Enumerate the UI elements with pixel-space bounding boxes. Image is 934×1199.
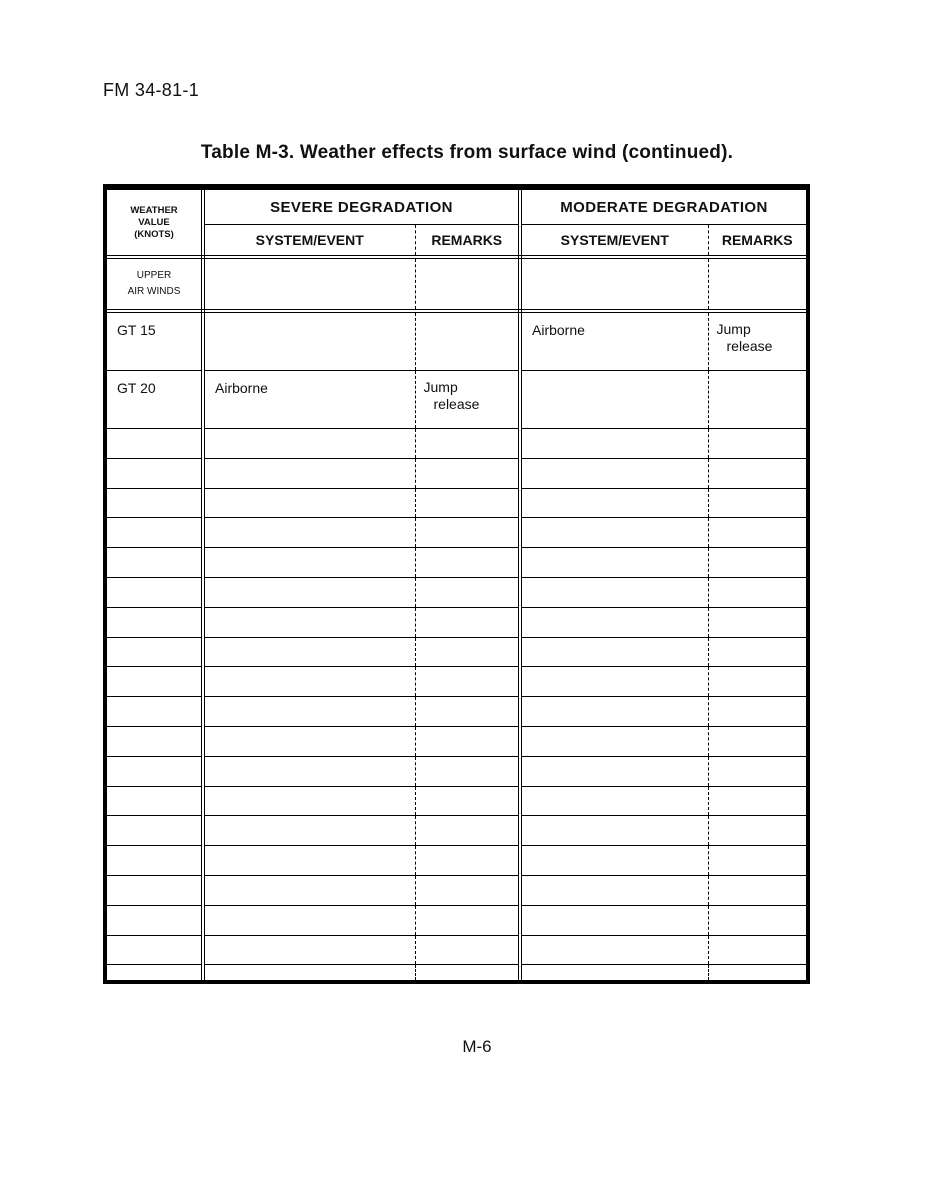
table-cell bbox=[520, 577, 708, 607]
table-cell bbox=[520, 816, 708, 846]
table-cell bbox=[708, 429, 806, 459]
remarks-line2: release bbox=[726, 338, 773, 354]
table-cell bbox=[203, 257, 415, 311]
moderate-system-cell: Airborne bbox=[520, 311, 708, 371]
table-cell bbox=[520, 667, 708, 697]
table-cell bbox=[708, 816, 806, 846]
table-cell bbox=[203, 726, 415, 756]
header-row-subcolumns bbox=[107, 225, 806, 258]
section-label-line2: AIR WINDS bbox=[127, 286, 181, 297]
table-cell bbox=[107, 756, 203, 786]
severe-system-event-header: SYSTEM/EVENT bbox=[203, 225, 415, 258]
table-cell bbox=[203, 458, 415, 488]
table-row bbox=[107, 488, 806, 518]
table-cell bbox=[520, 905, 708, 935]
table-row bbox=[107, 786, 806, 816]
table-cell bbox=[520, 607, 708, 637]
table-cell bbox=[415, 518, 520, 548]
table-cell bbox=[415, 846, 520, 876]
table-row bbox=[107, 667, 806, 697]
table-cell bbox=[415, 667, 520, 697]
table-cell bbox=[415, 816, 520, 846]
table-row bbox=[107, 846, 806, 876]
table-row bbox=[107, 607, 806, 637]
weather-value-cell: GT 15 bbox=[107, 311, 203, 371]
table-cell bbox=[708, 875, 806, 905]
table-cell bbox=[107, 667, 203, 697]
table-cell bbox=[708, 607, 806, 637]
table-cell bbox=[520, 518, 708, 548]
table-cell bbox=[708, 905, 806, 935]
table-cell bbox=[415, 577, 520, 607]
table-cell bbox=[415, 429, 520, 459]
table-cell bbox=[203, 577, 415, 607]
table-cell bbox=[107, 726, 203, 756]
table-cell bbox=[708, 548, 806, 578]
table-row bbox=[107, 875, 806, 905]
table-row bbox=[107, 548, 806, 578]
table-cell bbox=[708, 458, 806, 488]
table-cell bbox=[107, 786, 203, 816]
header-row-groups bbox=[107, 190, 806, 225]
table-cell bbox=[107, 697, 203, 727]
table-cell bbox=[520, 637, 708, 667]
severe-degradation-header: SEVERE DEGRADATION bbox=[203, 190, 520, 225]
table-cell bbox=[520, 458, 708, 488]
table-cell bbox=[415, 637, 520, 667]
table-cell bbox=[415, 726, 520, 756]
table-cell bbox=[107, 429, 203, 459]
weather-value-cell: GT 20 bbox=[107, 371, 203, 429]
table-cell bbox=[203, 429, 415, 459]
table-cell bbox=[708, 965, 806, 980]
table-cell bbox=[203, 607, 415, 637]
table-cell bbox=[708, 935, 806, 965]
section-label-upper-air-winds bbox=[107, 257, 203, 311]
remarks-line2: release bbox=[433, 396, 480, 412]
table-cell bbox=[415, 935, 520, 965]
table-cell bbox=[415, 488, 520, 518]
table-cell bbox=[520, 488, 708, 518]
table-cell bbox=[415, 875, 520, 905]
table-cell bbox=[708, 726, 806, 756]
table-row bbox=[107, 637, 806, 667]
table-cell bbox=[107, 875, 203, 905]
table-cell bbox=[708, 846, 806, 876]
table-cell bbox=[520, 429, 708, 459]
remarks-line1: Jump bbox=[423, 379, 458, 395]
moderate-remarks-cell bbox=[708, 371, 806, 429]
table-cell bbox=[107, 846, 203, 876]
table-cell bbox=[520, 875, 708, 905]
table-cell bbox=[203, 667, 415, 697]
table-cell bbox=[203, 935, 415, 965]
table-cell bbox=[520, 257, 708, 311]
table-row bbox=[107, 311, 806, 371]
table-row bbox=[107, 756, 806, 786]
table-cell bbox=[520, 697, 708, 727]
table-cell bbox=[203, 965, 415, 980]
table-cell bbox=[520, 965, 708, 980]
weather-value-header-line2: VALUE bbox=[138, 216, 170, 228]
table-cell bbox=[415, 965, 520, 980]
table-cell bbox=[708, 786, 806, 816]
table-row bbox=[107, 726, 806, 756]
table-cell bbox=[107, 935, 203, 965]
table-row bbox=[107, 458, 806, 488]
table-title: Table M-3. Weather effects from surface wind (continued). bbox=[200, 142, 734, 163]
table-cell bbox=[708, 577, 806, 607]
table-cell bbox=[107, 548, 203, 578]
table-cell bbox=[203, 518, 415, 548]
weather-value-header-line3: (KNOTS) bbox=[134, 228, 174, 240]
table-cell bbox=[107, 905, 203, 935]
section-row-upper-air-winds bbox=[107, 257, 806, 311]
table-cell bbox=[708, 257, 806, 311]
table-cell bbox=[107, 518, 203, 548]
weather-value-header bbox=[107, 190, 203, 257]
table-row bbox=[107, 965, 806, 980]
table-cell bbox=[708, 488, 806, 518]
table-cell bbox=[107, 637, 203, 667]
table-cell bbox=[520, 846, 708, 876]
table-cell bbox=[708, 637, 806, 667]
table-cell bbox=[203, 905, 415, 935]
table-cell bbox=[107, 607, 203, 637]
table-row bbox=[107, 429, 806, 459]
table-row bbox=[107, 816, 806, 846]
table-cell bbox=[415, 697, 520, 727]
severe-remarks-cell bbox=[415, 311, 520, 371]
weather-effects-grid bbox=[107, 190, 806, 980]
table-row bbox=[107, 577, 806, 607]
moderate-system-event-header: SYSTEM/EVENT bbox=[520, 225, 708, 258]
severe-remarks-cell bbox=[415, 371, 520, 429]
table-cell bbox=[708, 667, 806, 697]
weather-value-header-line1: WEATHER bbox=[130, 204, 178, 216]
table-cell bbox=[107, 488, 203, 518]
table-row bbox=[107, 935, 806, 965]
table-cell bbox=[203, 786, 415, 816]
table-row bbox=[107, 905, 806, 935]
table-cell bbox=[203, 875, 415, 905]
table-cell bbox=[415, 548, 520, 578]
table-cell bbox=[203, 756, 415, 786]
severe-remarks-header: REMARKS bbox=[415, 225, 520, 258]
table-cell bbox=[203, 816, 415, 846]
table-cell bbox=[415, 786, 520, 816]
table-cell bbox=[708, 697, 806, 727]
table-cell bbox=[520, 756, 708, 786]
table-cell bbox=[203, 697, 415, 727]
table-row bbox=[107, 697, 806, 727]
table-cell bbox=[520, 726, 708, 756]
table-cell bbox=[203, 637, 415, 667]
table-cell bbox=[708, 518, 806, 548]
remarks-line1: Jump bbox=[716, 321, 751, 337]
page-number: M-6 bbox=[462, 1037, 492, 1056]
moderate-remarks-cell bbox=[708, 311, 806, 371]
table-cell bbox=[203, 846, 415, 876]
document-id: FM 34-81-1 bbox=[103, 80, 200, 100]
table-row bbox=[107, 518, 806, 548]
table-cell bbox=[203, 488, 415, 518]
table-cell bbox=[520, 548, 708, 578]
severe-system-cell: Airborne bbox=[203, 371, 415, 429]
table-cell bbox=[415, 257, 520, 311]
table-cell bbox=[107, 816, 203, 846]
table-row bbox=[107, 371, 806, 429]
moderate-remarks-header: REMARKS bbox=[708, 225, 806, 258]
table-cell bbox=[415, 607, 520, 637]
moderate-degradation-header: MODERATE DEGRADATION bbox=[520, 190, 806, 225]
table-cell bbox=[415, 458, 520, 488]
table-cell bbox=[107, 577, 203, 607]
section-label-line1: UPPER bbox=[136, 270, 172, 281]
severe-system-cell bbox=[203, 311, 415, 371]
table-cell bbox=[708, 756, 806, 786]
moderate-system-cell bbox=[520, 371, 708, 429]
table-cell bbox=[520, 786, 708, 816]
table-cell bbox=[203, 548, 415, 578]
table-cell bbox=[107, 965, 203, 980]
table-cell bbox=[107, 458, 203, 488]
table-cell bbox=[415, 905, 520, 935]
weather-effects-table bbox=[103, 184, 810, 984]
table-cell bbox=[520, 935, 708, 965]
table-cell bbox=[415, 756, 520, 786]
